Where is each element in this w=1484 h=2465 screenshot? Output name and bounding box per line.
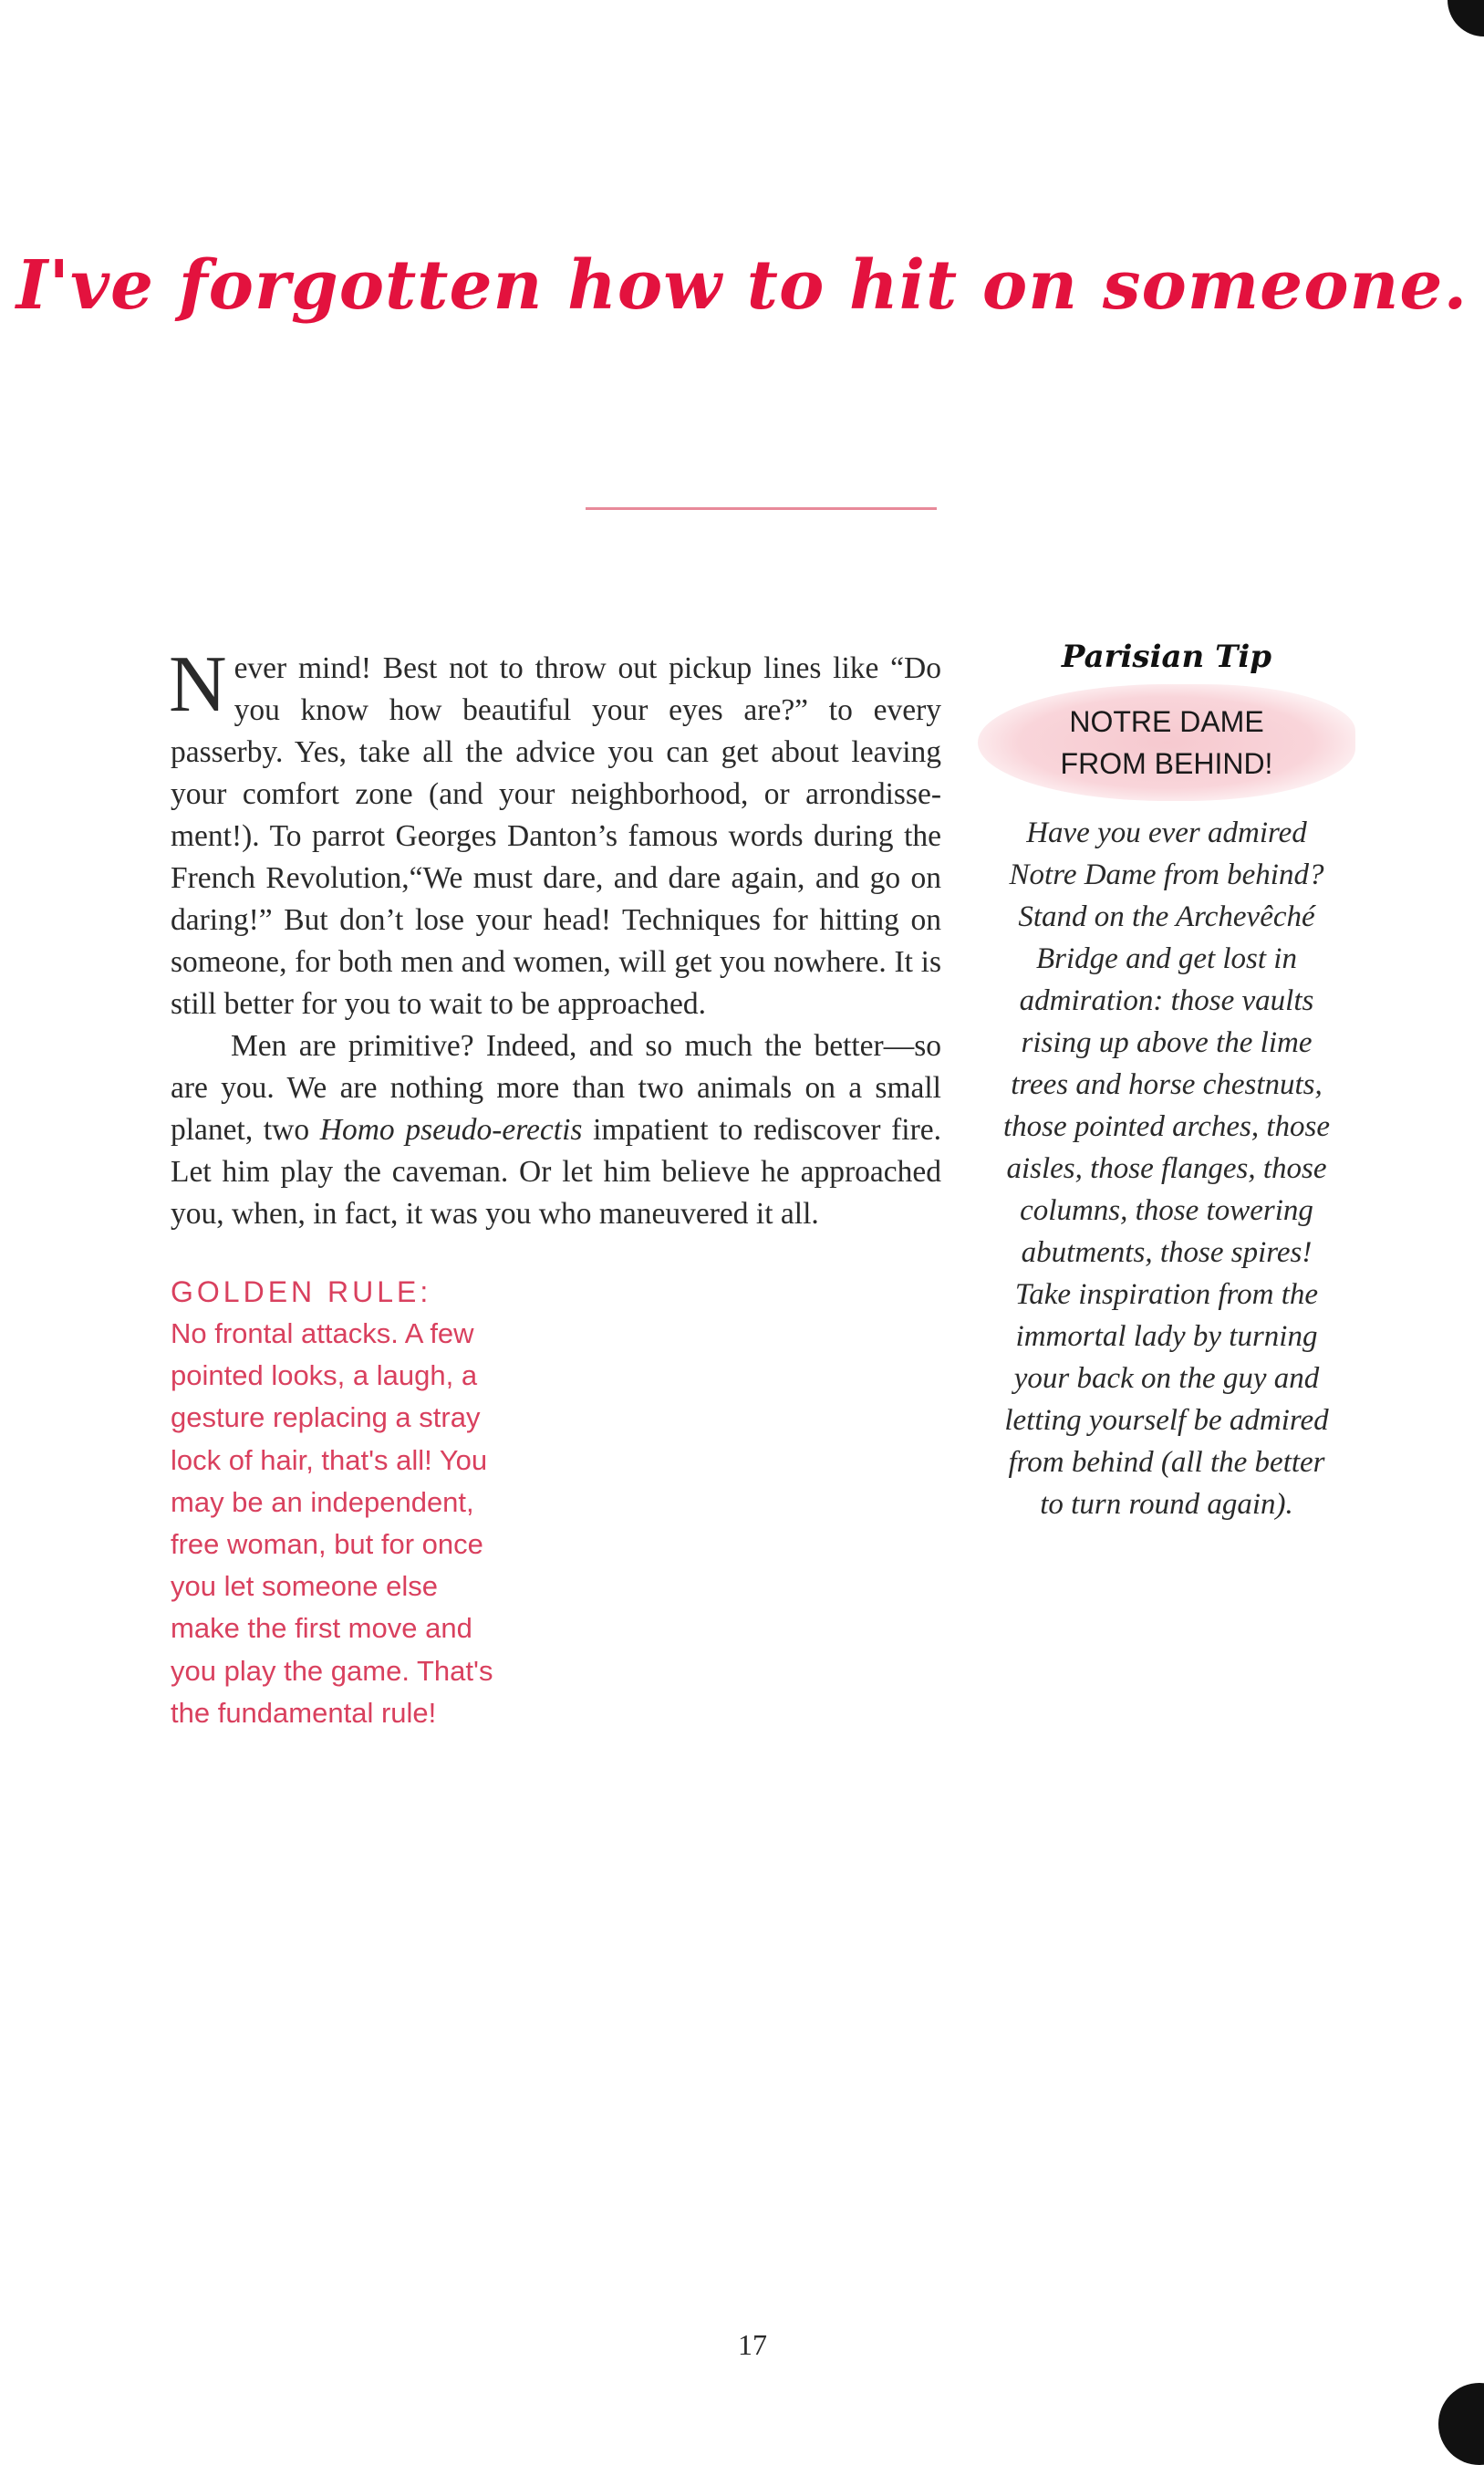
text-line: from behind (all the better	[1008, 1446, 1325, 1479]
text-line: make the first move and	[171, 1612, 472, 1645]
text-line: immortal lady by turning	[1015, 1320, 1318, 1353]
text-line: may be an independent,	[171, 1485, 474, 1518]
paragraph-2-text: Men are primitive? Indeed, and so much the better—so are you. We are nothing more than two animals on a small planet, two	[171, 1029, 941, 1147]
text-line: Bridge and get lost in	[1036, 942, 1297, 975]
text-line: abutments, those spires!	[1021, 1236, 1313, 1269]
text-line: Stand on the Archevêché	[1018, 900, 1315, 933]
text-line: Take inspiration from the	[1014, 1278, 1319, 1311]
tip-heading-line: NOTRE DAME	[1069, 705, 1264, 738]
paragraph-2	[171, 1025, 941, 1235]
text-line: free woman, but for once	[171, 1528, 483, 1561]
title-divider	[586, 507, 937, 510]
parisian-tip-sidebar	[987, 639, 1346, 1525]
text-line: Have you ever admired	[1026, 816, 1307, 849]
drop-cap: N	[169, 640, 227, 729]
text-line: trees and horse chestnuts,	[1011, 1068, 1323, 1101]
text-line: you play the game. That's	[171, 1654, 493, 1687]
paragraph-2-text: impatient to rediscover fire. Let him play the caveman. Or let him believe he approached you, when, in fact, it was you who maneuvered it all.	[171, 1113, 941, 1231]
paragraph-1	[169, 640, 941, 1025]
page-corner-shadow	[1448, 0, 1484, 36]
body-text	[169, 640, 941, 1235]
text-line: columns, those towering	[1020, 1194, 1313, 1227]
text-line: No frontal attacks. A few	[171, 1317, 474, 1349]
tip-label: Parisian Tip	[1061, 639, 1272, 675]
text-line: you let someone else	[171, 1570, 438, 1603]
paragraph-2-emphasis: Homo pseudo-erectis	[319, 1113, 583, 1147]
text-line: those pointed arches, those	[1002, 1110, 1331, 1143]
tip-heading-highlight	[978, 684, 1355, 801]
text-line: lock of hair, that's all! You	[171, 1443, 488, 1476]
text-line: Notre Dame from behind?	[1009, 858, 1324, 891]
golden-rule-heading: GOLDEN RULE:	[171, 1275, 432, 1308]
text-line: gesture replacing a stray	[171, 1401, 481, 1434]
text-line: admiration: those vaults	[1019, 984, 1314, 1017]
paragraph-1-text: ever mind! Best not to throw out pickup lines like “Do you know how beautiful your eyes are?” to every passerby. Yes, take all the advice you can get about leaving your comfort zone (and your neighborhood, or arrondisse-ment!). To parrot Georges Danton’s famous words during the French Revolution,“We must dare, and dare again, and go on daring!” But don’t lose your head! Techniques for hitting on someone, for both men and women, will get you nowhere. It is still better for you to wait to be approached.	[171, 651, 941, 1021]
text-line: the fundamental rule!	[171, 1696, 437, 1729]
text-line: rising up above the lime	[1021, 1026, 1313, 1059]
tip-body	[987, 812, 1346, 1525]
text-line: to turn round again).	[1040, 1488, 1293, 1521]
text-line: letting yourself be admired	[1004, 1404, 1329, 1437]
page-title: I've forgotten how to hit on someone.	[16, 246, 1468, 325]
page-number: 17	[738, 2328, 767, 2361]
golden-rule-box	[171, 1275, 554, 1734]
page-corner-shadow	[1438, 2383, 1484, 2465]
tip-heading-line: FROM BEHIND!	[1060, 747, 1273, 780]
text-line: aisles, those flanges, those	[1006, 1152, 1327, 1185]
text-line: your back on the guy and	[1013, 1362, 1320, 1395]
text-line: pointed looks, a laugh, a	[171, 1359, 478, 1392]
